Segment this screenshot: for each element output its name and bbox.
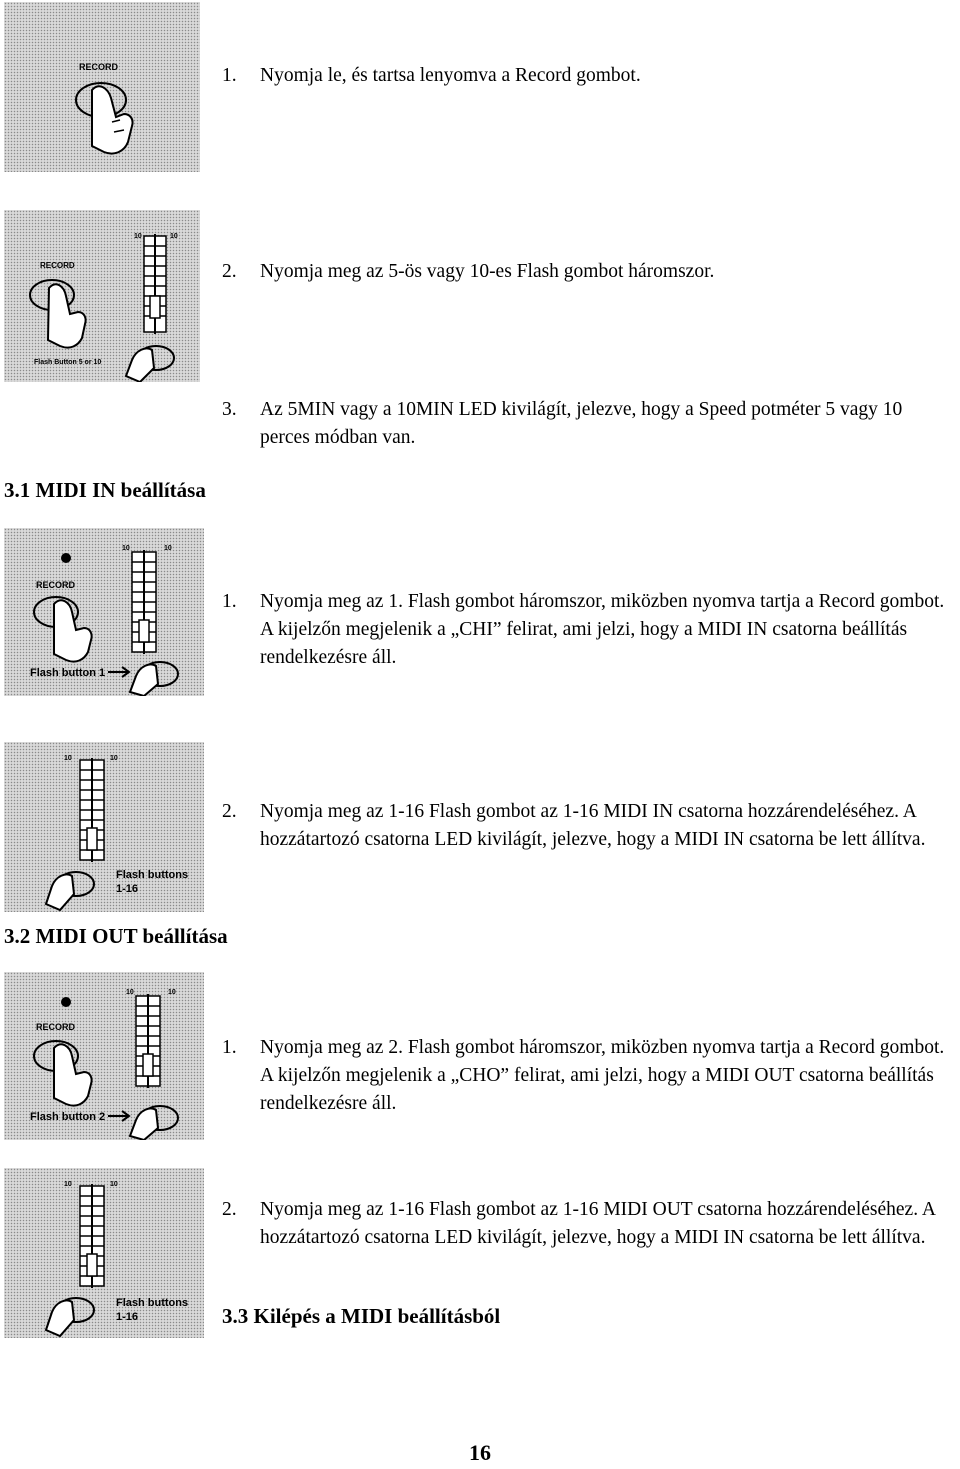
flash-5-10-label: Flash Button 5 or 10 [34,359,102,366]
figure-flash-button-1 [4,528,204,696]
step-number: 2. [222,1199,237,1220]
record-label: RECORD [40,261,75,270]
step-text: Az 5MIN vagy a 10MIN LED kivilágít, jelezve, hogy a Speed potméter 5 vagy 10 perces módban van. [260,399,903,448]
step-a3 [222,396,952,452]
scale-top-label: 10 [168,989,176,996]
step-number: 1. [222,591,237,612]
flash-range-label: 1-16 [116,883,139,895]
flash-buttons-label: Flash buttons [116,869,189,881]
step-number: 1. [222,65,237,86]
step-31-1 [222,588,952,672]
step-32-2 [222,1196,952,1252]
step-text: Nyomja meg az 1-16 Flash gombot az 1-16 MIDI OUT csatorna hozzárendeléséhez. A hozzátartozó csatorna LED kivilágít, jelezve, hogy a MIDI IN csatorna be lett állítva. [260,1199,935,1248]
scale-top-label: 10 [126,989,134,996]
step-text: Nyomja meg az 1. Flash gombot háromszor, miközben nyomva tartja a Record gombot. A kijelzőn megjelenik a „CHI” felirat, ami jelzi, hogy a MIDI IN csatorna beállítás rendelkezésre áll. [260,591,945,668]
scale-top-label: 10 [64,755,72,762]
scale-top-label: 10 [64,1181,72,1188]
scale-top-label: 10 [122,545,130,552]
figure-record-button [4,2,200,172]
step-number: 1. [222,1037,237,1058]
section-heading-3-3: 3.3 Kilépés a MIDI beállításból [222,1304,501,1328]
scale-top-label: 10 [110,1181,118,1188]
step-a1 [222,62,942,90]
step-number: 2. [222,801,237,822]
section-heading-3-2: 3.2 MIDI OUT beállítása [4,924,228,948]
figure-flash-button-2 [4,972,204,1140]
step-number: 2. [222,261,237,282]
step-number: 3. [222,399,237,420]
page-number: 16 [469,1440,491,1465]
step-text: Nyomja meg az 1-16 Flash gombot az 1-16 MIDI IN csatorna hozzárendeléséhez. A hozzátartozó csatorna LED kivilágít, jelezve, hogy a MIDI IN csatorna be lett állítva. [260,801,926,850]
flash-button-2-label: Flash button 2 [30,1111,106,1123]
record-label: RECORD [79,62,119,72]
step-31-2 [222,798,952,854]
step-text: Nyomja meg az 2. Flash gombot háromszor, miközben nyomva tartja a Record gombot. A kijelzőn megjelenik a „CHO” felirat, ami jelzi, hogy a MIDI OUT csatorna beállítás rendelkezésre áll. [260,1037,945,1114]
step-a2 [222,258,942,286]
figure-flash-buttons-1-16 [4,742,204,912]
record-label: RECORD [36,580,76,590]
flash-range-label: 1-16 [116,1311,139,1323]
figure-flash-5-10 [4,210,200,382]
figure-flash-buttons-1-16-out [4,1168,204,1338]
scale-top-label: 10 [164,545,172,552]
scale-top-label: 10 [170,233,178,240]
record-label: RECORD [36,1022,76,1032]
step-32-1 [222,1034,952,1118]
flash-button-1-label: Flash button 1 [30,667,106,679]
flash-buttons-label: Flash buttons [116,1297,189,1309]
step-text: Nyomja le, és tartsa lenyomva a Record gombot. [260,65,641,86]
section-heading-3-1: 3.1 MIDI IN beállítása [4,478,206,502]
step-text: Nyomja meg az 5-ös vagy 10-es Flash gombot háromszor. [260,261,715,282]
scale-top-label: 10 [134,233,142,240]
scale-top-label: 10 [110,755,118,762]
